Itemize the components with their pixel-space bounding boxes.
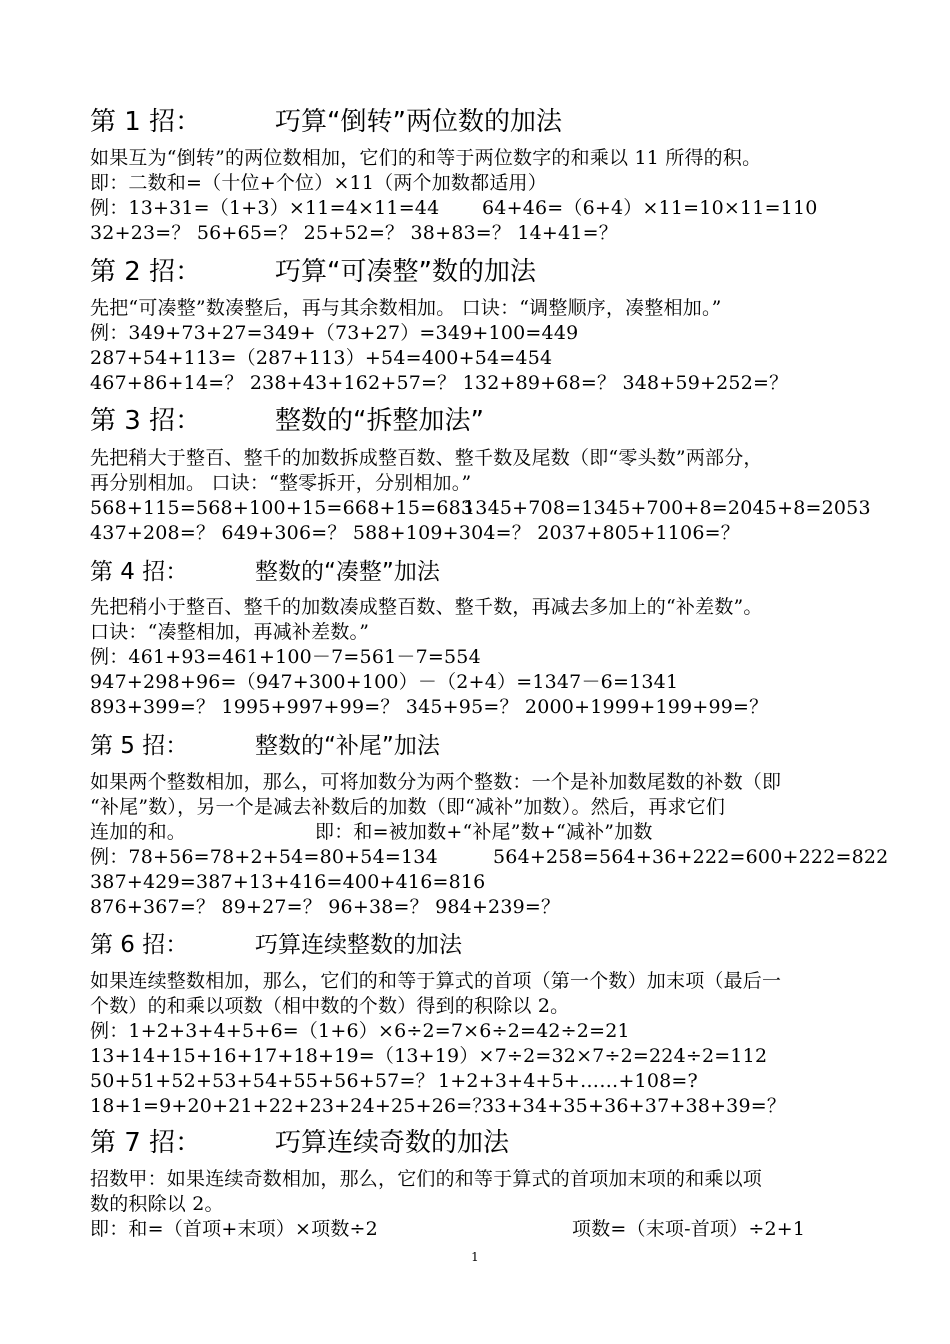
- section-3-line-1: 先把稍大于整百、整千的加数拆成整百数、整千数及尾数（即“零头数”两部分，: [90, 447, 763, 469]
- section-5-sum-intro: 连加的和。: [90, 821, 187, 843]
- section-5-line-1: 如果两个整数相加，那么，可将加数分为两个整数：一个是补加数尾数的补数（即: [90, 771, 782, 793]
- page-number: 1: [471, 1250, 479, 1264]
- section-2-heading: [90, 255, 536, 289]
- section-1-label: 第 1 招：: [90, 107, 202, 137]
- section-7-formula-a: 即：和=（首项+末项）×项数÷2: [90, 1218, 378, 1240]
- section-2-title: 巧算“可凑整”数的加法: [275, 257, 536, 287]
- section-5-formula: 即：和=被加数+“补尾”数+“减补”加数: [315, 821, 653, 843]
- section-3-example-a: 568+115=568+100+15=668+15=683: [90, 497, 474, 519]
- section-6-exercise-b: 1+2+3+4+5+……+108=?: [438, 1070, 698, 1092]
- section-5-example-b: 564+258=564+36+222=600+222=822: [493, 846, 889, 868]
- section-5-example-a: 例：78+56=78+2+54=80+54=134: [90, 846, 438, 868]
- section-6-exercise-d: 33+34+35+36+37+38+39=？: [482, 1095, 787, 1117]
- section-2-line-3: 287+54+113=（287+113）+54=400+54=454: [90, 347, 553, 369]
- section-3-example-b: 1345+708=1345+700+8=2045+8=2053: [463, 497, 871, 519]
- section-1-example-a: 例：13+31=（1+3）×11=4×11=44: [90, 197, 440, 219]
- section-7-label: 第 7 招：: [90, 1128, 202, 1158]
- section-2-line-2: 例：349+73+27=349+（73+27）=349+100=449: [90, 322, 579, 344]
- section-3-heading: [90, 404, 484, 438]
- section-2-line-4: 467+86+14=？ 238+43+162+57=？ 132+89+68=？ 348+59+252=？: [90, 372, 789, 394]
- section-5-heading: [90, 729, 440, 763]
- section-5-line-5: 387+429=387+13+416=400+416=816: [90, 871, 486, 893]
- section-6-label: 第 6 招：: [90, 932, 189, 958]
- section-7-line-2: 数的积除以 2。: [90, 1193, 224, 1215]
- section-1-example-b: 64+46=（6+4）×11=10×11=110: [482, 197, 818, 219]
- section-5-label: 第 5 招：: [90, 733, 189, 759]
- section-6-line-1: 如果连续整数相加，那么，它们的和等于算式的首项（第一个数）加末项（最后一: [90, 970, 782, 992]
- section-2-line-1: 先把“可凑整”数凑整后，再与其余数相加。 口诀：“调整顺序，凑整相加。”: [90, 297, 722, 319]
- section-1-title: 巧算“倒转”两位数的加法: [275, 107, 562, 137]
- section-6-line-4: 13+14+15+16+17+18+19=（13+19）×7÷2=32×7÷2=224÷2=112: [90, 1045, 768, 1067]
- section-4-line-5: 893+399=？ 1995+997+99=？ 345+95=？ 2000+1999+199+99=？: [90, 696, 769, 718]
- section-6-heading: [90, 928, 462, 962]
- section-3-line-2: 再分别相加。 口诀：“整零拆开，分别相加。”: [90, 472, 472, 494]
- section-4-heading: [90, 555, 440, 589]
- section-1-heading: [90, 105, 562, 139]
- section-7-title: 巧算连续奇数的加法: [275, 1128, 510, 1158]
- section-1-line-2: 即：二数和=（十位+个位）×11（两个加数都适用）: [90, 172, 547, 194]
- section-6-line-2: 个数）的和乘以项数（相中数的个数）得到的积除以 2。: [90, 995, 570, 1017]
- section-4-label: 第 4 招：: [90, 559, 189, 585]
- section-4-line-1: 先把稍小于整百、整千的加数凑成整百数、整千数，再减去多加上的“补差数”。: [90, 596, 763, 618]
- section-7-formula-b: 项数=（末项-首项）÷2+1: [572, 1218, 806, 1240]
- section-3-line-4: 437+208=？ 649+306=？ 588+109+304=？ 2037+805+1106=？: [90, 522, 740, 544]
- section-4-line-3: 例：461+93=461+100－7=561－7=554: [90, 646, 481, 668]
- section-4-line-4: 947+298+96=（947+300+100）－（2+4）=1347－6=1341: [90, 671, 679, 693]
- section-3-label: 第 3 招：: [90, 406, 202, 436]
- section-2-label: 第 2 招：: [90, 257, 202, 287]
- section-5-title: 整数的“补尾”加法: [255, 733, 440, 759]
- section-4-line-2: 口诀：“凑整相加，再减补差数。”: [90, 621, 370, 643]
- section-7-heading: [90, 1126, 510, 1160]
- section-4-title: 整数的“凑整”加法: [255, 559, 440, 585]
- section-1-line-4: 32+23=？ 56+65=？ 25+52=？ 38+83=？ 14+41=？: [90, 222, 618, 244]
- section-6-title: 巧算连续整数的加法: [255, 932, 462, 958]
- section-7-line-1: 招数甲：如果连续奇数相加，那么，它们的和等于算式的首项加末项的和乘以项: [90, 1168, 763, 1190]
- section-6-line-3: 例：1+2+3+4+5+6=（1+6）×6÷2=7×6÷2=42÷2=21: [90, 1020, 630, 1042]
- section-6-exercise-c: 18+1=9+20+21+22+23+24+25+26=？: [90, 1095, 492, 1117]
- section-5-line-2: “补尾”数），另一个是减去补数后的加数（即“减补”加数）。然后，再求它们: [90, 796, 726, 818]
- section-5-line-6: 876+367=？ 89+27=？ 96+38=？ 984+239=？: [90, 896, 561, 918]
- section-1-line-1: 如果互为“倒转”的两位数相加，它们的和等于两位数字的和乘以 11 所得的积。: [90, 147, 762, 169]
- section-3-title: 整数的“拆整加法”: [275, 406, 484, 436]
- section-6-exercise-a: 50+51+52+53+54+55+56+57=？: [90, 1070, 435, 1092]
